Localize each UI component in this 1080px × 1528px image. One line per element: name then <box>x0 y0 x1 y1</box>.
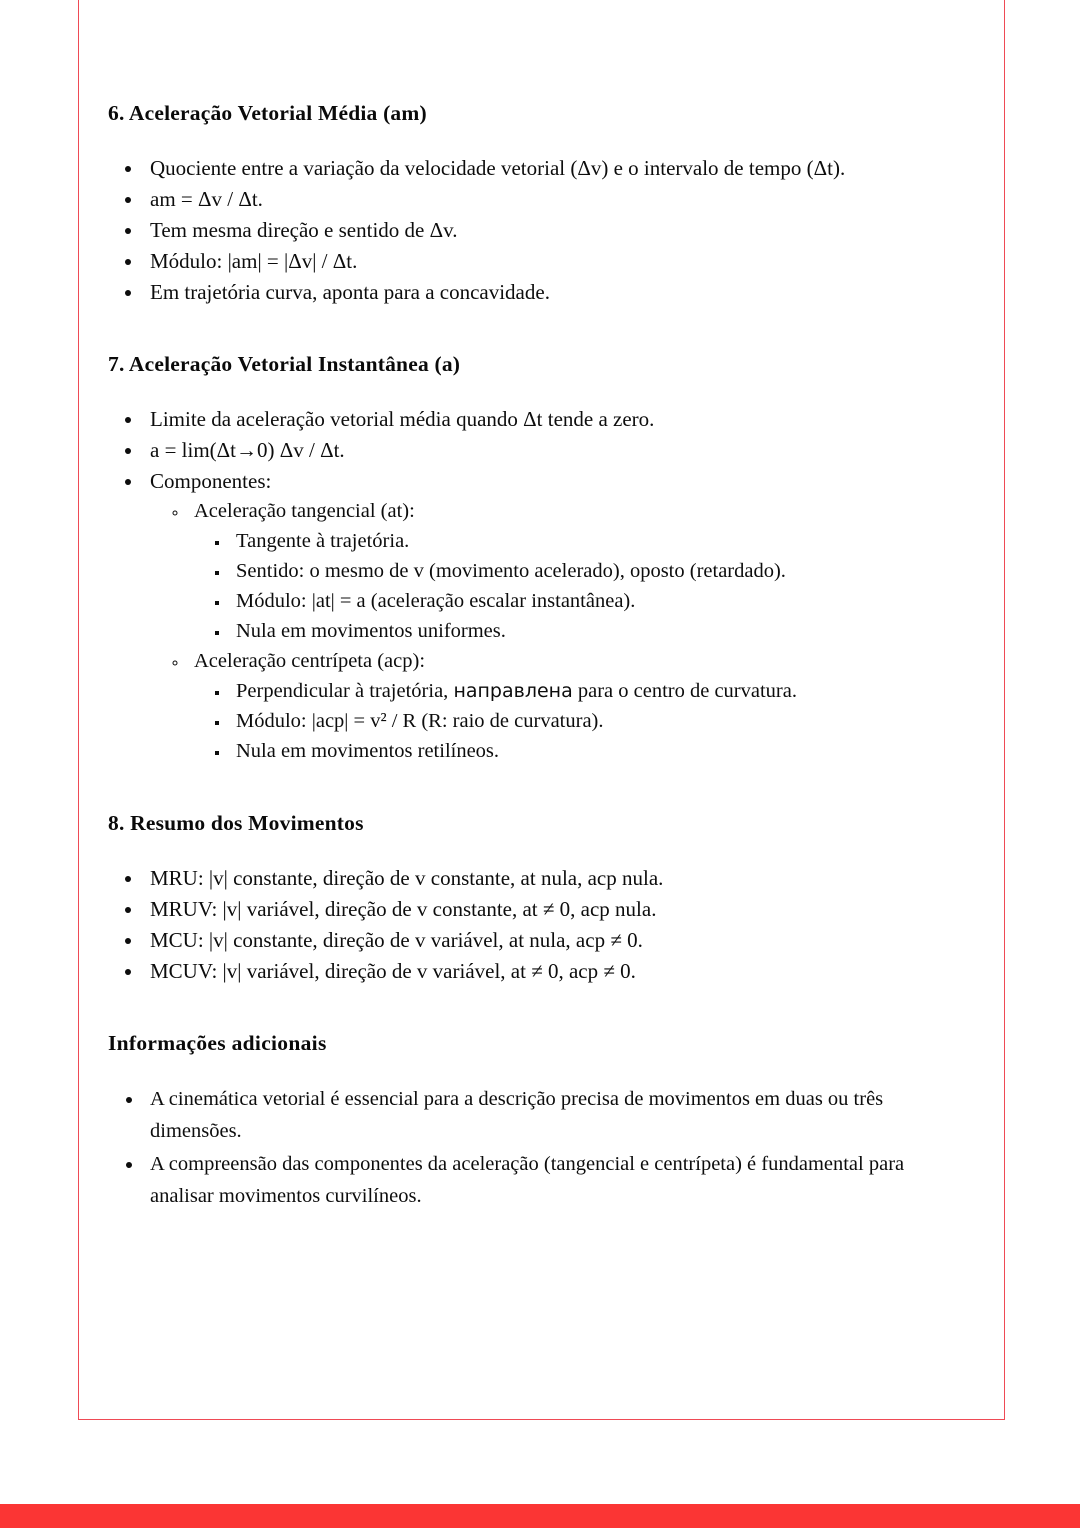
informacoes-adicionais-bullet-list <box>108 1083 970 1212</box>
sub-list-item-label: Aceleração tangencial (at): <box>194 499 415 522</box>
detail-text-post: para o centro de curvatura. <box>572 679 797 702</box>
list-item: • a = lim(Δt→0) Δv / Δt. <box>144 435 970 465</box>
detail-list-item: ▪ Tangente à trajetória. <box>230 526 970 556</box>
sub-list-item-tangencial <box>188 496 970 646</box>
detail-list-item: ▪ Nula em movimentos uniformes. <box>230 616 970 646</box>
section-8-bullet-list <box>108 863 970 986</box>
section-heading-7: 7. Aceleração Vetorial Instantânea (a) <box>108 351 461 376</box>
section-heading-8: 8. Resumo dos Movimentos <box>108 810 364 835</box>
list-item: • Em trajetória curva, aponta para a concavidade. <box>144 277 970 307</box>
detail-list-item: ▪ Nula em movimentos retilíneos. <box>230 736 970 766</box>
tangencial-detail-list <box>194 526 970 646</box>
list-item: • A cinemática vetorial é essencial para a descrição precisa de movimentos em duas ou três dimensões. <box>144 1083 970 1147</box>
detail-list-item-mixed-script <box>230 676 970 706</box>
list-item: • MCU: |v| constante, direção de v variável, at nula, acp ≠ 0. <box>144 925 970 955</box>
section-6-bullet-list <box>108 153 970 307</box>
detail-list-item: ▪ Módulo: |acp| = v² / R (R: raio de curvatura). <box>230 706 970 736</box>
list-item-label: Componentes: <box>150 468 272 493</box>
sub-list-item-label: Aceleração centrípeta (acp): <box>194 649 426 672</box>
list-item: • Tem mesma direção e sentido de Δv. <box>144 215 970 245</box>
componentes-sublist <box>150 496 970 766</box>
section-informacoes-adicionais <box>108 1030 970 1212</box>
section-heading-informacoes-adicionais: Informações adicionais <box>108 1030 327 1055</box>
document-content <box>108 100 970 1213</box>
centripeta-detail-list <box>194 676 970 766</box>
list-item <box>144 466 970 766</box>
bottom-accent-bar <box>0 1504 1080 1528</box>
list-item: • MRUV: |v| variável, direção de v constante, at ≠ 0, acp nula. <box>144 894 970 924</box>
list-item: • MRU: |v| constante, direção de v constante, at nula, acp nula. <box>144 863 970 893</box>
section-7-bullet-list <box>108 404 970 766</box>
detail-text-pre: Perpendicular à trajetória, <box>236 679 454 702</box>
detail-text-cyrillic: направлена <box>453 679 573 702</box>
detail-list-item: ▪ Módulo: |at| = a (aceleração escalar instantânea). <box>230 586 970 616</box>
sub-list-item-centripeta <box>188 646 970 766</box>
list-item: • Quociente entre a variação da velocidade vetorial (Δv) e o intervalo de tempo (Δt). <box>144 153 970 183</box>
list-item: • Módulo: |am| = |Δv| / Δt. <box>144 246 970 276</box>
list-item: • Limite da aceleração vetorial média quando Δt tende a zero. <box>144 404 970 434</box>
section-7 <box>108 351 970 766</box>
section-8 <box>108 810 970 986</box>
list-item: • am = Δv / Δt. <box>144 184 970 214</box>
list-item: • A compreensão das componentes da aceleração (tangencial e centrípeta) é fundamental para analisar movimentos curvilíneos. <box>144 1148 970 1212</box>
list-item: • MCUV: |v| variável, direção de v variável, at ≠ 0, acp ≠ 0. <box>144 956 970 986</box>
section-6 <box>108 100 970 307</box>
section-heading-6: 6. Aceleração Vetorial Média (am) <box>108 101 427 125</box>
detail-list-item: ▪ Sentido: o mesmo de v (movimento acelerado), oposto (retardado). <box>230 556 970 586</box>
